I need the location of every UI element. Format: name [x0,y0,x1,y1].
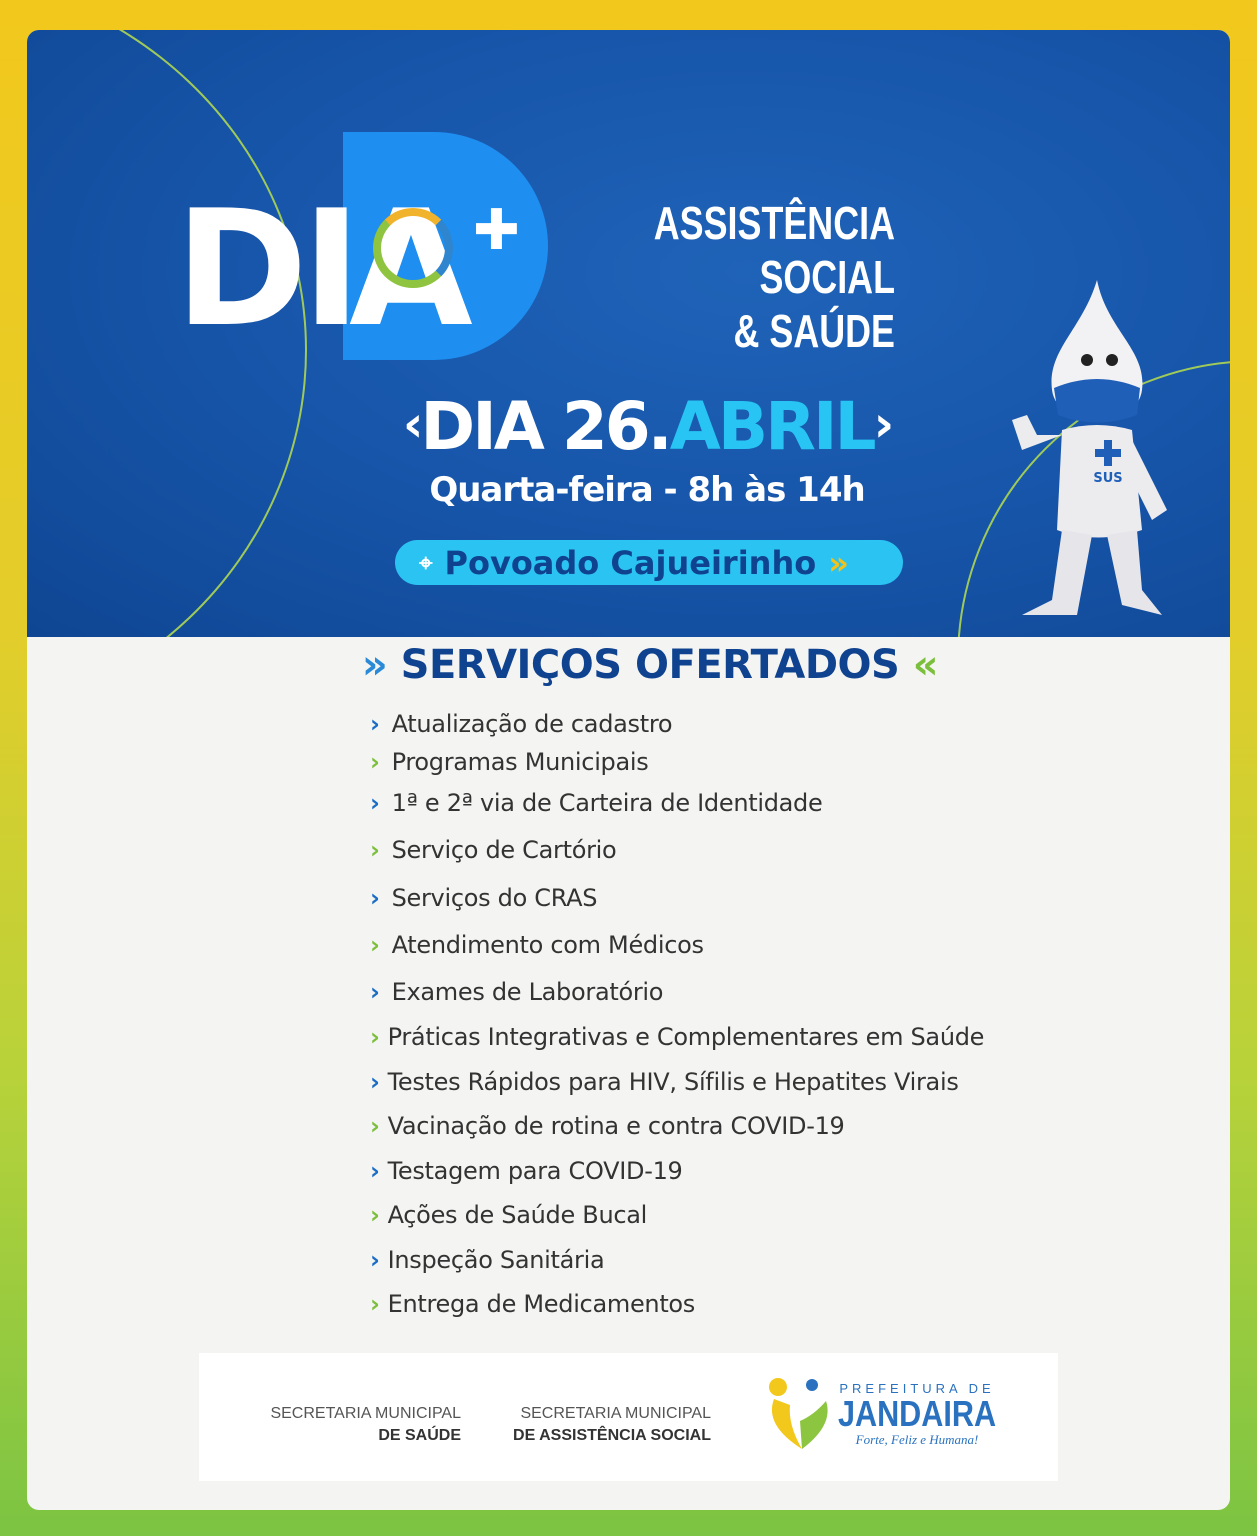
list-item: › Inspeção Sanitária [370,1246,605,1274]
chevron-right-icon: › [370,1112,380,1140]
chevron-right-icon: › [370,1157,380,1185]
chevron-left-icon: ‹ [402,395,421,453]
assistencia-logo-icon [373,208,453,288]
svg-text:SUS: SUS [1093,471,1123,486]
list-item: › Entrega de Medicamentos [370,1290,696,1318]
double-chevron-icon: » [828,543,849,582]
list-item: › Testagem para COVID-19 [370,1157,683,1185]
logo-di: DI [175,175,356,362]
secretaria-saude-logo: SECRETARIA MUNICIPAL DE SAÚDE [270,1405,461,1444]
list-item: › Vacinação de rotina e contra COVID-19 [370,1112,845,1140]
list-item: › Testes Rápidos para HIV, Sífilis e Hepatites Virais [370,1068,959,1096]
chevron-right-icon: › [370,710,380,738]
list-item: › Exames de Laboratório [370,978,664,1006]
chevron-right-icon: › [370,1201,380,1229]
list-item: › Atendimento com Médicos [370,931,704,959]
hero-banner [27,30,1230,637]
chevron-right-icon: › [370,1023,380,1051]
list-item: › Ações de Saúde Bucal [370,1201,648,1229]
location-pin-icon: ⌖ [419,548,433,577]
double-chevron-right-icon: » [361,642,401,688]
list-item: › Práticas Integrativas e Complementares em Saúde [370,1023,985,1051]
chevron-right-icon: › [370,1290,380,1318]
chevron-right-icon: › [370,884,380,912]
chevron-right-icon: › [370,836,380,864]
event-schedule: Quarta-feira - 8h às 14h [429,470,865,510]
logo-a: A [349,175,473,362]
list-item: › Programas Municipais [370,748,649,776]
services-heading: » SERVIÇOS OFERTADOS « [361,642,939,688]
chevron-right-icon: › [370,978,380,1006]
poster [27,30,1230,1510]
list-item: › Serviços do CRAS [370,884,598,912]
list-item: › Serviço de Cartório [370,836,617,864]
list-item: › 1ª e 2ª via de Carteira de Identidade [370,789,823,817]
event-title: ASSISTÊNCIA SOCIAL & SAÚDE [653,197,895,357]
chevron-right-icon: › [370,931,380,959]
chevron-right-icon: › [370,1246,380,1274]
location-badge: ⌖ Povoado Cajueirinho » [395,540,903,585]
sus-mascot-drop [982,270,1182,637]
chevron-right-icon: › [873,395,892,453]
chevron-right-icon: › [370,789,380,817]
prefeitura-jandaira-logo: PREFEITURA DE JANDAIRA Forte, Feliz e Humana! [837,1381,997,1447]
footer-logos [199,1353,1058,1481]
secretaria-assistencia-logo: SECRETARIA MUNICIPAL DE ASSISTÊNCIA SOCIAL [513,1405,711,1444]
double-chevron-left-icon: « [899,642,939,688]
list-item: › Atualização de cadastro [370,710,673,738]
chevron-right-icon: › [370,1068,380,1096]
chevron-right-icon: › [370,748,380,776]
event-date: ‹DIA 26.ABRIL› [402,388,892,465]
health-plus-heart-icon: ✚ [473,198,520,263]
